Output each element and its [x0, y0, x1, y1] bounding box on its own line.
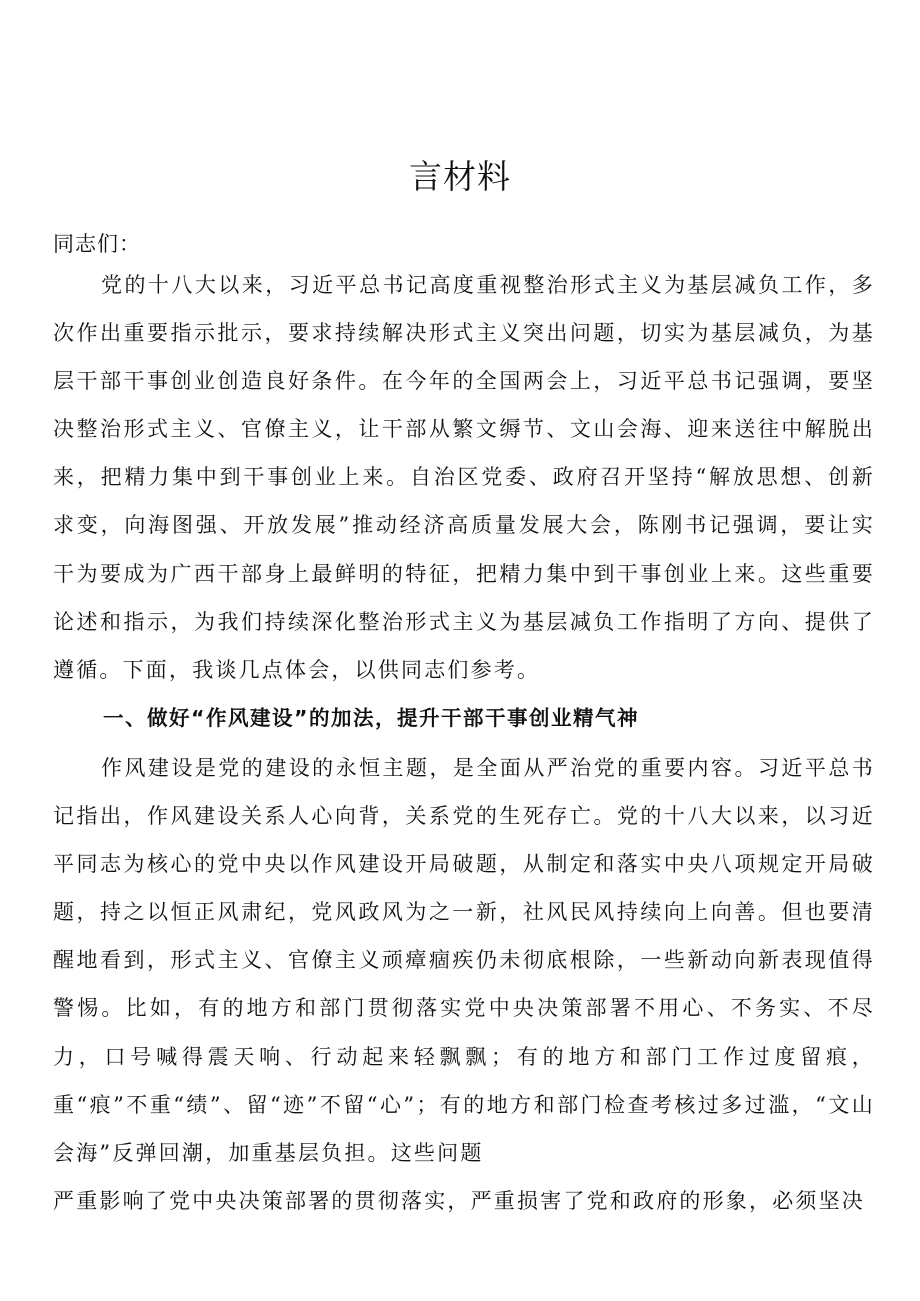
paragraph-intro: 党的十八大以来，习近平总书记高度重视整治形式主义为基层减负工作，多次作出重要指示批示，要求持续解决形式主义突出问题，切实为基层减负，为基层干部干事创业创造良好条件。在今年的全国两会上，习近平总书记强调，要坚决整治形式主义、官僚主义，让干部从繁文缛节、文山会海、迎来送往中解脱出来，把精力集中到干事创业上来。自治区党委、政府召开坚持“解放思想、创新求变，向海图强、开放发展”推动经济高质量发展大会，陈刚书记强调，要让实干为要成为广西干部身上最鲜明的特征，把精力集中到干事创业上来。这些重要论述和指示，为我们持续深化整治形式主义为基层减负工作指明了方向、提供了遵循。下面，我谈几点体会，以供同志们参考。 — [53, 273, 875, 682]
salutation: 同志们： — [53, 232, 141, 256]
document-title: 言材料 — [409, 157, 511, 196]
section-heading-1: 一、做好“作风建设”的加法，提升干部干事创业精气神 — [103, 706, 639, 730]
paragraph-work-style: 作风建设是党的建设的永恒主题，是全面从严治党的重要内容。习近平总书记指出，作风建设关系人心向背，关系党的生死存亡。党的十八大以来，以习近平同志为核心的党中央以作风建设开局破题，从制定和落实中央八项规定开局破题，持之以恒正风肃纪，党风政风为之一新，社风民风持续向上向善。但也要清醒地看到，形式主义、官僚主义顽瘴痼疾仍未彻底根除，一些新动向新表现值得警惕。比如，有的地方和部门贯彻落实党中央决策部署不用心、不务实、不尽力，口号喊得震天响、行动起来轻飘飘；有的地方和部门工作过度留痕，重“痕”不重“绩”、留“迹”不留“心”；有的地方和部门检查考核过多过滥，“文山会海”反弹回潮，加重基层负担。这些问题 — [53, 756, 875, 1165]
paragraph-continued: 严重影响了党中央决策部署的贯彻落实，严重损害了党和政府的形象，必须坚决 — [53, 1189, 865, 1213]
